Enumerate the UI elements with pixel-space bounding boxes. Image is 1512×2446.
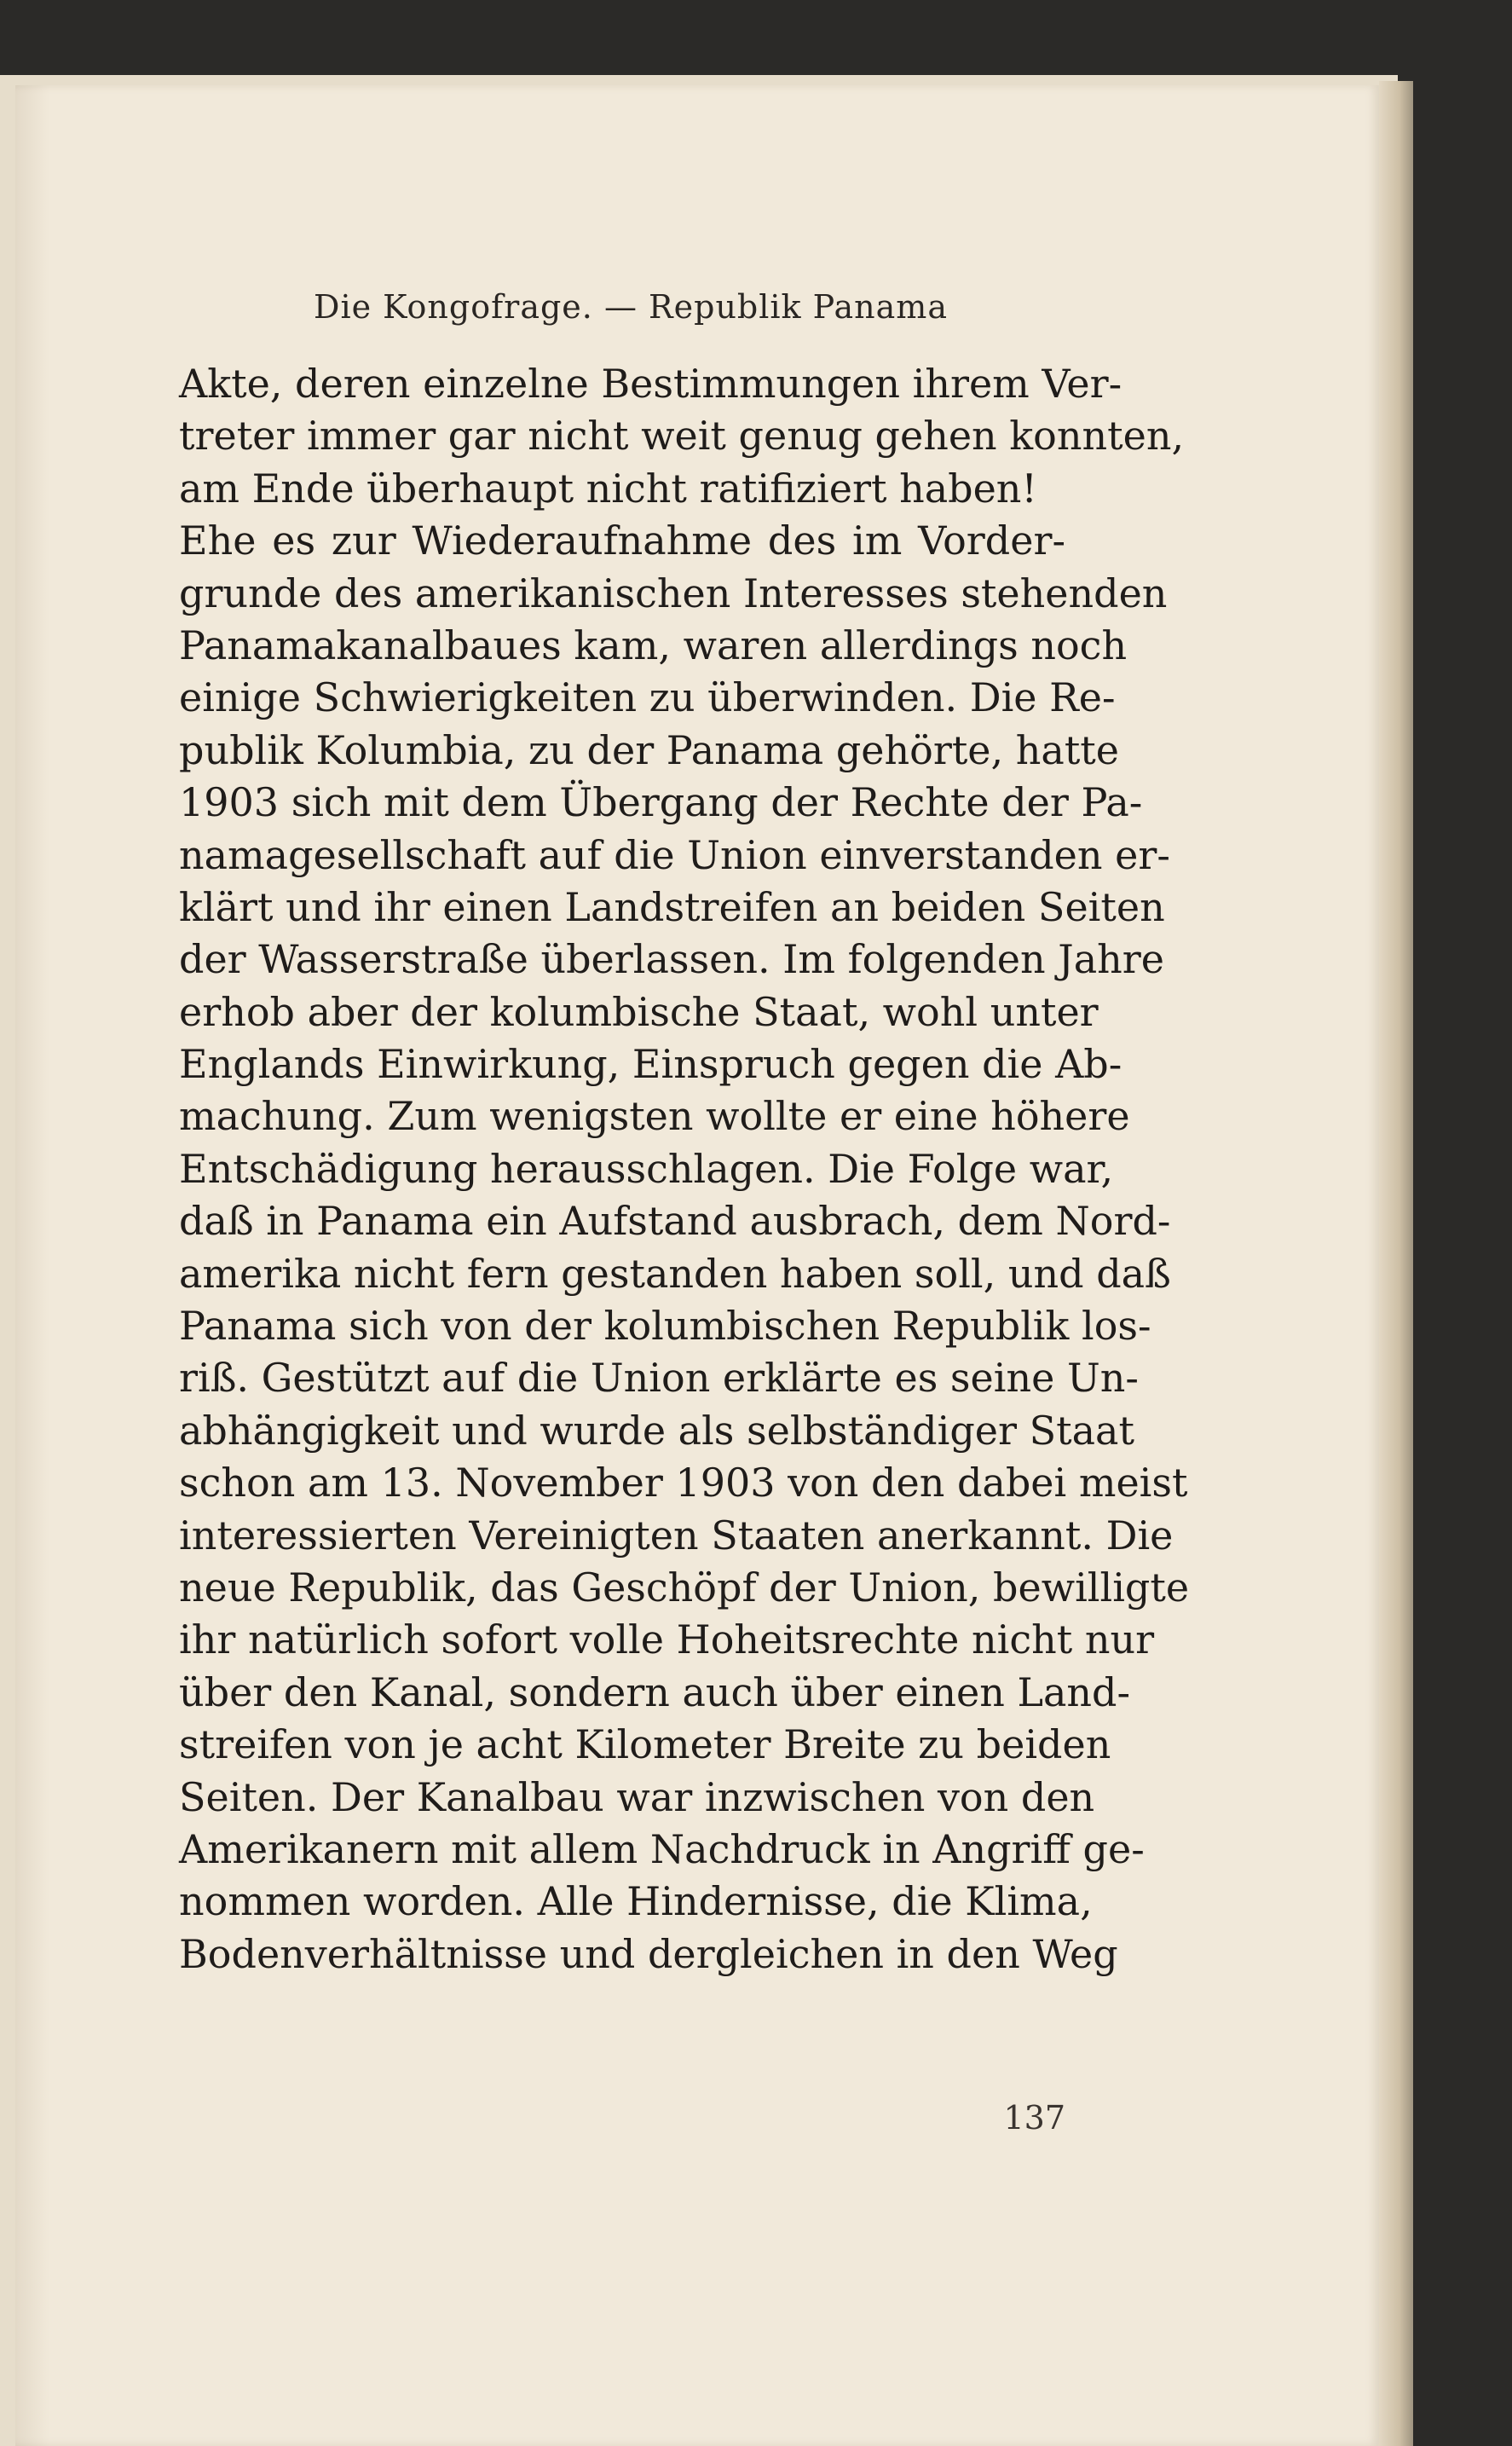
running-head: Die Kongofrage. — Republik Panama — [313, 288, 948, 326]
book-page-edge — [1379, 81, 1413, 2446]
page-number: 137 — [1003, 2099, 1065, 2137]
text-line: 1903 sich mit dem Übergang der Rechte der Pa- — [179, 779, 1143, 826]
text-line: grunde des amerikanischen Interesses stehenden — [179, 570, 1168, 616]
text-line: namagesellschaft auf die Union einverstanden er- — [179, 831, 1170, 878]
text-line: über den Kanal, sondern auch über einen Land- — [179, 1668, 1131, 1715]
page-gutter-shadow — [15, 85, 49, 2446]
text-line: Panama sich von der kolumbischen Republik los- — [179, 1303, 1151, 1350]
text-line: der Wasserstraße überlassen. Im folgenden Jahre — [179, 936, 1164, 983]
text-line: riß. Gestützt auf die Union erklärte es seine Un- — [179, 1355, 1139, 1402]
text-line: erhob aber der kolumbische Staat, wohl unter — [179, 988, 1099, 1035]
text-line: neue Republik, das Geschöpf der Union, bewilligte — [179, 1564, 1190, 1610]
text-line: einige Schwierigkeiten zu überwinden. Die Re- — [179, 674, 1116, 721]
text-line: streifen von je acht Kilometer Breite zu beiden — [179, 1721, 1111, 1768]
text-line: treter immer gar nicht weit genug gehen konnten, — [179, 413, 1185, 460]
text-line: Panamakanalbaues kam, waren allerdings noch — [179, 622, 1128, 668]
text-line: ihr natürlich sofort volle Hoheitsrechte nicht nur — [179, 1616, 1155, 1663]
text-line: amerika nicht fern gestanden haben soll, und daß — [179, 1250, 1171, 1297]
text-line: Ehe es zur Wiederaufnahme des im Vorder- — [179, 518, 1065, 564]
text-line: machung. Zum wenigsten wollte er eine höhere — [179, 1093, 1130, 1140]
text-line: Bodenverhältnisse und dergleichen in den Weg — [179, 1930, 1118, 1977]
text-line: Akte, deren einzelne Bestimmungen ihrem Ver- — [179, 361, 1122, 407]
text-line: Amerikanern mit allem Nachdruck in Angriff ge- — [179, 1825, 1145, 1872]
text-line: schon am 13. November 1903 von den dabei meist — [179, 1460, 1188, 1506]
text-line: am Ende überhaupt nicht ratifiziert haben! — [179, 465, 1037, 512]
text-line: nommen worden. Alle Hindernisse, die Klima, — [179, 1878, 1093, 1925]
text-line: publik Kolumbia, zu der Panama gehörte, hatte — [179, 726, 1120, 773]
body-text — [179, 358, 1190, 1981]
text-line: Seiten. Der Kanalbau war inzwischen von den — [179, 1773, 1095, 1820]
text-line: Entschädigung herausschlagen. Die Folge war, — [179, 1145, 1114, 1192]
text-line: Englands Einwirkung, Einspruch gegen die Ab- — [179, 1041, 1122, 1088]
text-line: daß in Panama ein Aufstand ausbrach, dem Nord- — [179, 1198, 1171, 1245]
text-line: klärt und ihr einen Landstreifen an beiden Seiten — [179, 883, 1165, 930]
text-line: abhängigkeit und wurde als selbständiger Staat — [179, 1407, 1134, 1454]
text-line: interessierten Vereinigten Staaten anerkannt. Die — [179, 1512, 1174, 1558]
